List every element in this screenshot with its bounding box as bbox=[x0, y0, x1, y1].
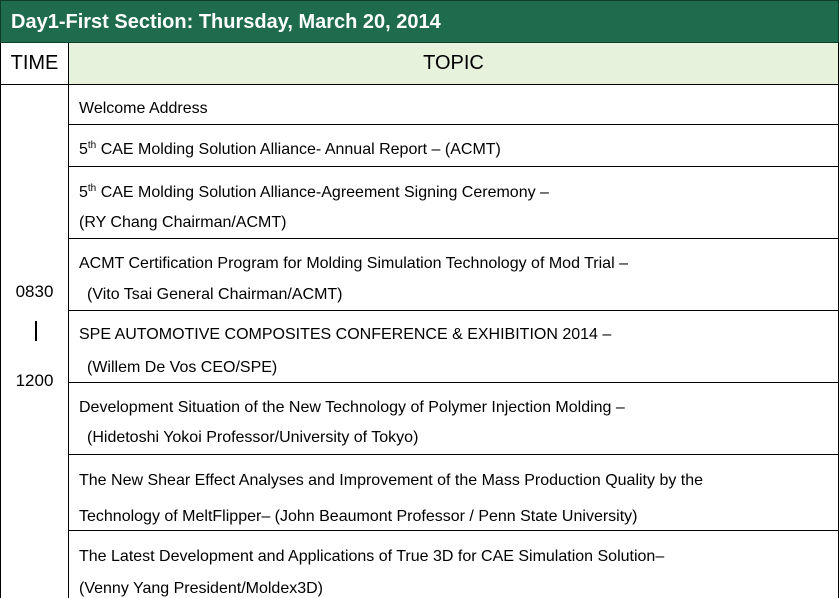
time-start: 0830 bbox=[15, 282, 54, 301]
topic-line: SPE AUTOMOTIVE COMPOSITES CONFERENCE & EXHIBITION 2014 – bbox=[79, 326, 612, 343]
topic-line: Welcome Address bbox=[79, 100, 208, 117]
topic-line: 5th CAE Molding Solution Alliance-Agreement Signing Ceremony – bbox=[79, 183, 549, 201]
topic-row bbox=[69, 531, 838, 598]
topic-header: TOPIC bbox=[69, 43, 839, 85]
time-header: TIME bbox=[0, 43, 69, 85]
time-end: 1200 bbox=[15, 371, 54, 390]
topic-row bbox=[69, 167, 838, 239]
topic-row bbox=[69, 311, 838, 383]
topic-row bbox=[69, 85, 838, 125]
topic-line: 5th CAE Molding Solution Alliance- Annual Report – (ACMT) bbox=[79, 140, 501, 158]
topic-speaker: (RY Chang Chairman/ACMT) bbox=[79, 214, 287, 231]
topic-row bbox=[69, 383, 838, 455]
topic-column bbox=[69, 85, 839, 598]
topic-speaker: (Willem De Vos CEO/SPE) bbox=[87, 359, 278, 376]
topic-row bbox=[69, 239, 838, 311]
topic-line: ACMT Certification Program for Molding Simulation Technology of Mod Trial – bbox=[79, 255, 628, 272]
topic-row bbox=[69, 125, 838, 167]
topic-line: The Latest Development and Applications of True 3D for CAE Simulation Solution– bbox=[79, 548, 665, 565]
topic-row bbox=[69, 455, 838, 531]
topic-speaker: (Venny Yang President/Moldex3D) bbox=[79, 580, 323, 597]
topic-line: The New Shear Effect Analyses and Improvement of the Mass Production Quality by the bbox=[79, 472, 704, 489]
topic-speaker: (Vito Tsai General Chairman/ACMT) bbox=[87, 286, 343, 303]
table-header bbox=[0, 43, 839, 85]
time-cell bbox=[0, 85, 69, 598]
topic-speaker: (Hidetoshi Yokoi Professor/University of Tokyo) bbox=[87, 429, 419, 446]
topic-line: Development Situation of the New Technology of Polymer Injection Molding – bbox=[79, 399, 625, 416]
section-title: Day1-First Section: Thursday, March 20, 2014 bbox=[11, 11, 441, 33]
time-range-separator bbox=[35, 321, 37, 341]
topic-speaker: Technology of MeltFlipper– (John Beaumont Professor / Penn State University) bbox=[79, 508, 638, 525]
section-title-bar bbox=[0, 0, 839, 43]
